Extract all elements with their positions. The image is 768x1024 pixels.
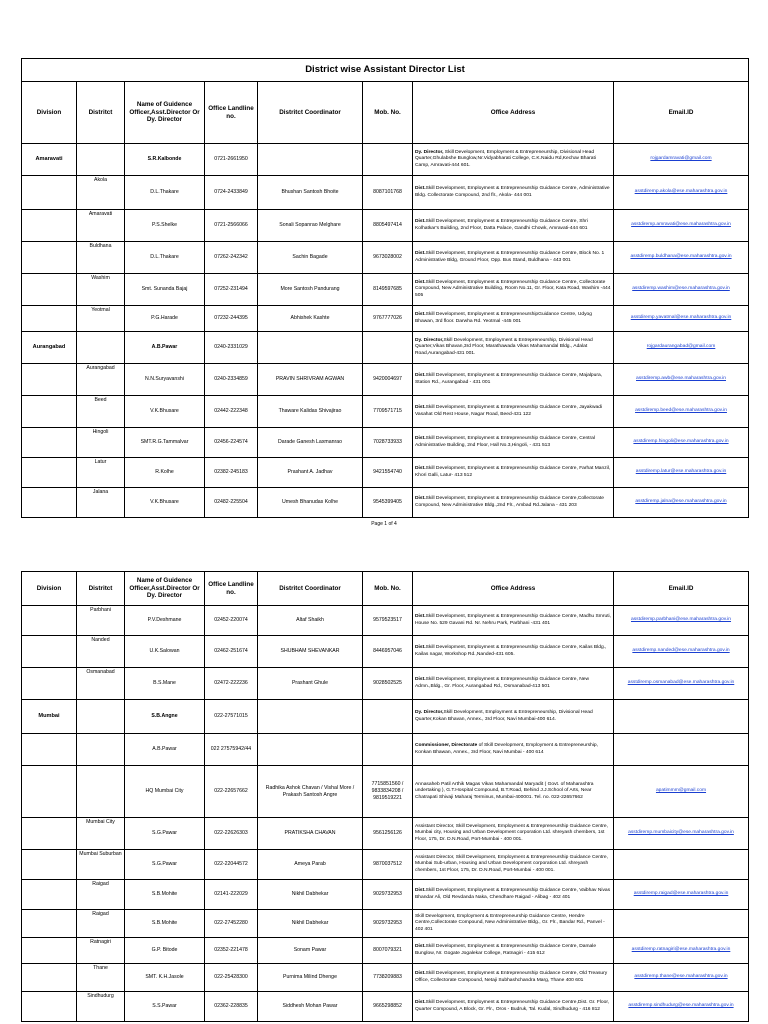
district-cell: Raigad	[77, 910, 125, 938]
coordinator-cell	[258, 734, 363, 766]
district-cell	[77, 700, 125, 734]
address-cell	[413, 488, 614, 518]
address-cell	[413, 910, 614, 938]
mobile-cell: 8805497414	[363, 210, 413, 242]
address-cell	[413, 850, 614, 880]
mobile-cell: 7715851560 / 9833834208 / 9819519221	[363, 766, 413, 818]
coordinator-cell: Siddhesh Mohan Pawar	[258, 992, 363, 1022]
address-text: Skill Development, Employment & Entrepreneurship Guidance Centre, Madhu Smruti, House No. 529 Gavani Rd. Nr. Nehru Park, Parbhani -431 401	[415, 614, 611, 626]
district-cell: Nanded	[77, 636, 125, 668]
mobile-cell: 9673028002	[363, 242, 413, 274]
address-text: Assistant Director, Skill Development, Employment & Entrepreneurship Guidance Centre, Mumbai city, Housing and Urban Development corporation Ltd. shreyash chembers, 1st Floor, 175, Dr. D.N.Road, Port-Mumbai - 400 001.	[415, 823, 608, 842]
officer-cell: V.K.Bhusare	[125, 488, 205, 518]
officer-cell: A.B.Pawar	[125, 332, 205, 364]
address-text: of Skill Development, Employment & Entrepreneurship, Konkan Bhawan, Annex., 3rd Floor, Navi Mumbai - 400 614	[415, 743, 598, 755]
coordinator-cell	[258, 332, 363, 364]
officer-cell: S.G.Pawar	[125, 850, 205, 880]
address-text: Skill Development, Employment & Entrepreneurship Guidance Centre, Block No. 1 Administrative Bldg, Ground Floor, Opp. Bus Stand, Buldhana - 443 001	[415, 251, 605, 263]
landline-cell: 0240-2331029	[205, 332, 258, 364]
table-row	[22, 274, 749, 306]
email-cell[interactable]: asstdiremp.sindhudurg@ese.maharashtra.gov.in	[614, 992, 749, 1022]
address-cell	[413, 210, 614, 242]
address-text: Skill Development, Employment & Entrepreneurship Guidance Centre, Collectorate Compound, New Administrative Building, Room No.11, Gr. Floor, Kata Road, Washim -444 505	[415, 279, 611, 298]
landline-cell: 07252-231494	[205, 274, 258, 306]
landline-cell: 0721-2566066	[205, 210, 258, 242]
table-body	[22, 606, 749, 1022]
address-cell	[413, 364, 614, 396]
header-division: Division	[22, 572, 77, 606]
email-cell[interactable]: asstdiremp.akola@ese.maharashtra.gov.in	[614, 176, 749, 210]
district-cell: Buldhana	[77, 242, 125, 274]
email-cell[interactable]: asstdiremp.thane@ese.maharashtra.gov.in	[614, 964, 749, 992]
header-email: Email.ID	[614, 572, 749, 606]
coordinator-cell: Umesh Bhanudas Kolhe	[258, 488, 363, 518]
district-cell: Akola	[77, 176, 125, 210]
district-cell	[77, 144, 125, 176]
landline-cell: 022-22044572	[205, 850, 258, 880]
officer-cell: S.G.Pawar	[125, 818, 205, 850]
district-cell: Raigad	[77, 880, 125, 910]
landline-cell: 02442-222348	[205, 396, 258, 428]
address-cell	[413, 636, 614, 668]
mobile-cell: 9767777026	[363, 306, 413, 332]
address-text: Annasaheb Patil Arthik Magas Vikas Mahamandal Maryadit ( Govt. of Maharashtra undertaking ), G.T.Hospital Compound, B.T.Road, Behind J.J.School of Arts, Near Chatrapati Shivaji Maharaj Terminus, Mumbai-400001. Tel. no. 022-22657662	[415, 781, 594, 800]
district-cell: Amaravati	[77, 210, 125, 242]
table-row	[22, 606, 749, 636]
mobile-cell: 8446957046	[363, 636, 413, 668]
district-cell	[77, 766, 125, 818]
division-cell	[22, 364, 77, 396]
mobile-cell: 7028733933	[363, 428, 413, 458]
header-district: Distritct	[77, 82, 125, 144]
table-row	[22, 992, 749, 1022]
landline-cell: 0721-2661950	[205, 144, 258, 176]
address-cell	[413, 606, 614, 636]
landline-cell: 0240-2334859	[205, 364, 258, 396]
table-row	[22, 332, 749, 364]
officer-cell: Smt. Sunanda Bajaj	[125, 274, 205, 306]
email-cell[interactable]: asstdiremp.awb@ese.maharashtra.gov.in	[614, 364, 749, 396]
address-prefix: Dy. Director,	[415, 149, 444, 155]
header-row	[22, 572, 749, 606]
division-cell: Aurangabad	[22, 332, 77, 364]
coordinator-cell: Ameya Parab	[258, 850, 363, 880]
division-cell	[22, 938, 77, 964]
address-text: Skill Development, Employment & Entrepreneurship Guidance Centre, New Admn.,Bldg., Gr. Floor, Aurangabad Rd., Osmanabad-413 501	[415, 677, 589, 689]
table-row	[22, 210, 749, 242]
district-cell: Thane	[77, 964, 125, 992]
address-prefix: Dy. Director,	[415, 337, 444, 343]
district-cell: Mumbai Suburban	[77, 850, 125, 880]
address-text: Skill Development, Employment & Entrepreneurship, Divisional Head Quarter,Ghulabshe Bunglow,Nr.Vidyabharati College, C.K.Naidu Rd,Kechav Bharati Camp, Amravati-444 601.	[415, 149, 596, 168]
division-cell	[22, 396, 77, 428]
table-row	[22, 910, 749, 938]
address-cell	[413, 428, 614, 458]
district-cell: Aurangabad	[77, 364, 125, 396]
division-cell	[22, 274, 77, 306]
division-cell: Amaravati	[22, 144, 77, 176]
coordinator-cell	[258, 144, 363, 176]
table-row	[22, 850, 749, 880]
address-text: Assistant Director, Skill Development, Employment & Entrepreneurship Guidance Centre, Mumbai Sub-urban, Housing and Urban Development corporation Ltd. shreyash chembers, 1st Floor, 175, Dr. D.N.Road, Port-Mumbai - 400 001.	[415, 854, 608, 873]
address-text: Skill Development, Employment & Entrepreneurship Guidance Centre, Jayakwadi Vasahat Old Rest House, Nagar Road, Beed-431 122	[415, 405, 603, 417]
mobile-cell: 7709571715	[363, 396, 413, 428]
division-cell	[22, 306, 77, 332]
address-text: Skill Development, Employment & Entrepreneurship Guidance Centre, Shri Kolhatkar's Building, 2nd Floor, Datta Palace, Gandhi Chowk, Amravati-444 601	[415, 219, 588, 231]
address-text: Skill Development, Employment & EntrepreneurshipGuidance Centre, Udyog Bhawan, 3rd floor. Darwha Rd. Yeotmal -445 001	[415, 312, 592, 324]
landline-cell: 02452-220074	[205, 606, 258, 636]
district-cell: Beed	[77, 396, 125, 428]
address-prefix: Commissioner, Directorate	[415, 743, 478, 749]
email-cell[interactable]: asstdiremp.washim@ese.maharashtra.gov.in	[614, 274, 749, 306]
address-cell	[413, 144, 614, 176]
mobile-cell	[363, 734, 413, 766]
district-cell: Sindhudurg	[77, 992, 125, 1022]
mobile-cell: 9870037512	[363, 850, 413, 880]
address-text: Skill Development, Employment & Entrepreneurship Guidance Centre, Damale Bunglow, Nr. Gogate Jogalekar College, Ratnagiri - 415 612	[415, 944, 597, 956]
address-prefix: Dist.	[415, 888, 426, 894]
email-cell[interactable]: asstdiremp.beed@ese.maharashtra.gov.in	[614, 396, 749, 428]
division-cell	[22, 818, 77, 850]
landline-cell: 02482-225504	[205, 488, 258, 518]
email-cell[interactable]: asstdiremp.yavatmal@ese.maharashtra.gov.in	[614, 306, 749, 332]
address-cell	[413, 396, 614, 428]
address-text: Skill Development, Employment & Entrepreneurship Guidance Centre,Dist. Gr. Floor, Quarter Compound, A Block, Gr. Flr., Oros - Budruk, Tal. Kudal, Sindhudurg - 416 812	[415, 1000, 610, 1012]
header-district: Distritct	[77, 572, 125, 606]
division-cell	[22, 880, 77, 910]
coordinator-cell: Nikhil Dabhekar	[258, 880, 363, 910]
landline-cell: 02456-224574	[205, 428, 258, 458]
address-cell	[413, 938, 614, 964]
officer-cell: N.N.Suryavanshi	[125, 364, 205, 396]
mobile-cell	[363, 144, 413, 176]
officer-cell: R.Kolhe	[125, 458, 205, 488]
header-row	[22, 82, 749, 144]
officer-cell: S.B.Mohite	[125, 880, 205, 910]
address-text: Skill Development, Employment & Entrepreneurship, Divisional Head Quarter,Kokan Bhavan, Annex., 3rd Floor, Navi Mumbai-400 614.	[415, 710, 593, 722]
coordinator-cell: Sonam Pawar	[258, 938, 363, 964]
header-coordinator: Distritct Coordinator	[258, 82, 363, 144]
coordinator-cell: Darade Ganesh Laxmanrao	[258, 428, 363, 458]
address-prefix: Dist.	[415, 944, 426, 950]
officer-cell: P.V.Deshmane	[125, 606, 205, 636]
header-officer: Name of Guidence Officer,Asst.Director Or Dy. Director	[125, 572, 205, 606]
table-row	[22, 668, 749, 700]
coordinator-cell: Altaf Shaikh	[258, 606, 363, 636]
address-cell	[413, 176, 614, 210]
table-row	[22, 636, 749, 668]
division-cell	[22, 636, 77, 668]
division-cell	[22, 428, 77, 458]
table-row	[22, 396, 749, 428]
email-cell[interactable]	[614, 700, 749, 734]
email-cell[interactable]: apatimmm@gmail.com	[614, 766, 749, 818]
mobile-cell: 9579523517	[363, 606, 413, 636]
landline-cell: 0724-2433849	[205, 176, 258, 210]
division-cell	[22, 458, 77, 488]
officer-cell: B.S.Mane	[125, 668, 205, 700]
address-prefix: Dist.	[415, 677, 426, 683]
address-text: Skill Development, Employment & Entrepreneurship Guidance Centre, Central Administrative Building, 2nd Floor, Hall No.3,Hingoli, - 431 513	[415, 436, 595, 448]
officer-cell: S.B.Mohite	[125, 910, 205, 938]
table-row	[22, 242, 749, 274]
table-row	[22, 144, 749, 176]
division-cell	[22, 176, 77, 210]
table-body	[22, 144, 749, 518]
officer-cell: S.R.Kalbonde	[125, 144, 205, 176]
document-title: District wise Assistant Director List	[22, 59, 749, 82]
email-cell[interactable]: asstdiremp.buldhana@ese.maharashtra.gov.in	[614, 242, 749, 274]
address-prefix: Dy. Director,	[415, 710, 444, 716]
address-text: Skill Development, Employment & Entrepreneurship Guidance Centre, Kailas Bldg., Kailas nagar, Workshop Rd.,Nanded-431 605.	[415, 645, 607, 657]
mobile-cell: 9029732953	[363, 880, 413, 910]
coordinator-cell: Sonali Sopanrao Melghare	[258, 210, 363, 242]
email-cell[interactable]: asstdiremp.amravati@ese.maharashtra.gov.in	[614, 210, 749, 242]
mobile-cell: 9028502525	[363, 668, 413, 700]
division-cell	[22, 488, 77, 518]
mobile-cell: 9545399405	[363, 488, 413, 518]
officer-cell: HQ Mumbai City	[125, 766, 205, 818]
email-cell[interactable]	[614, 910, 749, 938]
mobile-cell	[363, 700, 413, 734]
landline-cell: 022-25428300	[205, 964, 258, 992]
division-cell	[22, 850, 77, 880]
officer-cell: V.K.Bhusare	[125, 396, 205, 428]
coordinator-cell: Prashant A. Jadhav	[258, 458, 363, 488]
coordinator-cell: Thaware Kalidas Shivajirao	[258, 396, 363, 428]
address-cell	[413, 332, 614, 364]
landline-cell: 022-22657662	[205, 766, 258, 818]
table-row	[22, 488, 749, 518]
header-mobile: Mob. No.	[363, 82, 413, 144]
coordinator-cell: Purnima Milind Dhenge	[258, 964, 363, 992]
mobile-cell: 8087101768	[363, 176, 413, 210]
mobile-cell: 7738209883	[363, 964, 413, 992]
email-cell[interactable]: asstdiremp.latur@ese.maharashtra.gov.in	[614, 458, 749, 488]
address-cell	[413, 880, 614, 910]
email-cell[interactable]: asstdiremp.jalna@ese.maharashtra.gov.in	[614, 488, 749, 518]
email-cell[interactable]: asstdiremp.nanded@ese.maharashtra.gov.in	[614, 636, 749, 668]
address-cell	[413, 306, 614, 332]
email-cell[interactable]: rojgardaurangabad@gmail.com	[614, 332, 749, 364]
coordinator-cell: Nikhil Dabhekar	[258, 910, 363, 938]
landline-cell: 022 27575942/44	[205, 734, 258, 766]
address-text: Skill Development, Employment & Entrepreneurship Guidance Centre, Majalpura, Station Rd., Aurangabad - 431 001	[415, 373, 603, 385]
table-row	[22, 458, 749, 488]
landline-cell: 022-27571015	[205, 700, 258, 734]
division-cell	[22, 992, 77, 1022]
table-row	[22, 700, 749, 734]
table-row	[22, 880, 749, 910]
address-text: Skill Development, Employment & Entrepreneurship Guidance Centre, Farhat Manzil, Khori Galli, Latur- 413 512	[415, 466, 611, 478]
officer-cell: P.G.Harade	[125, 306, 205, 332]
table-row	[22, 818, 749, 850]
landline-cell: 022-27452280	[205, 910, 258, 938]
mobile-cell: 9561256126	[363, 818, 413, 850]
landline-cell: 02362-228835	[205, 992, 258, 1022]
division-cell	[22, 606, 77, 636]
coordinator-cell	[258, 700, 363, 734]
address-prefix: Dist.	[415, 279, 426, 285]
coordinator-cell: Radhika Ashok Chavan / Vishal More / Prakash Santosh Angre	[258, 766, 363, 818]
header-address: Office Address	[413, 572, 614, 606]
email-cell[interactable]: asstdiremp.osmanabad@ese.maharashtra.gov.in	[614, 668, 749, 700]
coordinator-cell: SHUBHAM SHEVANKAR	[258, 636, 363, 668]
table-row	[22, 306, 749, 332]
header-address: Office Address	[413, 82, 614, 144]
landline-cell: 02462-251674	[205, 636, 258, 668]
district-cell: Ratnagiri	[77, 938, 125, 964]
officer-cell: P.S.Shelke	[125, 210, 205, 242]
email-cell[interactable]: asstdiremp.ratnagiri@ese.maharashtra.gov.in	[614, 938, 749, 964]
table-row	[22, 964, 749, 992]
address-prefix: Dist.	[415, 219, 426, 225]
email-cell[interactable]: asstdiremp.raigad@ese.maharashtra.gov.in	[614, 880, 749, 910]
address-cell	[413, 274, 614, 306]
landline-cell: 022-22626303	[205, 818, 258, 850]
address-cell	[413, 734, 614, 766]
mobile-cell: 9665298852	[363, 992, 413, 1022]
division-cell	[22, 964, 77, 992]
district-cell	[77, 332, 125, 364]
address-prefix: Dist.	[415, 466, 426, 472]
mobile-cell: 9421554740	[363, 458, 413, 488]
district-cell	[77, 734, 125, 766]
assistant-director-table-page-1	[21, 58, 749, 518]
coordinator-cell: Abhishek Kashte	[258, 306, 363, 332]
district-cell: Osmanabad	[77, 668, 125, 700]
mobile-cell: 8007079321	[363, 938, 413, 964]
division-cell	[22, 910, 77, 938]
address-prefix: Dist.	[415, 645, 426, 651]
address-prefix: Dist.	[415, 312, 426, 318]
landline-cell: 02472-222236	[205, 668, 258, 700]
district-cell: Parbhani	[77, 606, 125, 636]
division-cell	[22, 242, 77, 274]
officer-cell: S.B.Angne	[125, 700, 205, 734]
address-prefix: Dist.	[415, 373, 426, 379]
address-text: Skill Development, Employment & Entrepreneurship Guidance Centre, Administrative Bldg. Collectorate Compound, 2nd flr., Akola- 444 001	[415, 186, 610, 198]
landline-cell: 02382-245183	[205, 458, 258, 488]
table-row	[22, 364, 749, 396]
address-prefix: Dist.	[415, 614, 426, 620]
address-prefix: Dist.	[415, 971, 426, 977]
page-number: Page 1 of 4	[371, 521, 397, 527]
district-cell: Hingoli	[77, 428, 125, 458]
assistant-director-table-page-2	[21, 571, 749, 1022]
address-text: Skill Development, Employment & Entrepreneurship, Divisional Head Quarter,Vikas Bhavan,3rd Floor, Marathawada Vikas Mahamandal Bldg., Adalat Road,Aurangabad-431 001.	[415, 337, 593, 356]
address-prefix: Dist.	[415, 496, 426, 502]
email-cell[interactable]: asstdiremp.hingoli@ese.maharashtra.gov.in	[614, 428, 749, 458]
header-landline: Office Landline no.	[205, 572, 258, 606]
district-cell: Jalana	[77, 488, 125, 518]
coordinator-cell: Bhushan Santosh Bhoite	[258, 176, 363, 210]
coordinator-cell: Sachin Bagade	[258, 242, 363, 274]
email-cell[interactable]	[614, 850, 749, 880]
division-cell	[22, 734, 77, 766]
address-text: Skill Development, Employment & Entrepreneurship Guidance Centre, Old Treasury Office, Collectorate Compound, Netaji Subhashchandra Marg, Thane 400 601	[415, 971, 608, 983]
address-prefix: Dist.	[415, 186, 426, 192]
coordinator-cell: Prashant Ghule	[258, 668, 363, 700]
officer-cell: SMT. K.H.Jasole	[125, 964, 205, 992]
officer-cell: D.L.Thakare	[125, 242, 205, 274]
header-officer: Name of Guidence Officer,Asst.Director Or Dy. Director	[125, 82, 205, 144]
officer-cell: G.P. Bitode	[125, 938, 205, 964]
coordinator-cell: PRATIKSHA CHAVAN	[258, 818, 363, 850]
division-cell	[22, 210, 77, 242]
table-row	[22, 734, 749, 766]
address-cell	[413, 818, 614, 850]
header-landline: Office Landline no.	[205, 82, 258, 144]
email-cell[interactable]	[614, 734, 749, 766]
address-text: Skill Development, Employment & Entrepreneurship Guidance Centre,Collectorate Compound, New Administrative Bldg.,2nd Flr., Ambad Rd.Jalana - 431 203	[415, 496, 604, 508]
address-cell	[413, 964, 614, 992]
division-cell	[22, 766, 77, 818]
email-cell[interactable]: asstdiremp.mumbaicity@ese.maharashtra.gov.in	[614, 818, 749, 850]
address-prefix: Dist.	[415, 436, 426, 442]
district-cell: Mumbai City	[77, 818, 125, 850]
mobile-cell: 8149597685	[363, 274, 413, 306]
address-prefix: Dist.	[415, 1000, 426, 1006]
table-row	[22, 176, 749, 210]
email-cell[interactable]: asstdiremp.parbhani@ese.maharashtra.gov.in	[614, 606, 749, 636]
header-division: Division	[22, 82, 77, 144]
landline-cell: 07262-242342	[205, 242, 258, 274]
district-cell: Yeotmal	[77, 306, 125, 332]
email-cell[interactable]: rojgardamravati@gmail.com	[614, 144, 749, 176]
coordinator-cell: More Santosh Pandurang	[258, 274, 363, 306]
table-row	[22, 428, 749, 458]
address-text: Skill Development, Employment & Entrepreneurship Guidance Centre, Vaibhav Nivas Bhandar Ali, Old Revdanda Naka, Chendhare Raigad - Alibag - 402 401	[415, 888, 611, 900]
header-mobile: Mob. No.	[363, 572, 413, 606]
officer-cell: U.K.Salowan	[125, 636, 205, 668]
address-cell	[413, 458, 614, 488]
address-cell	[413, 766, 614, 818]
landline-cell: 02352-221478	[205, 938, 258, 964]
coordinator-cell: PRAVIN SHRIVRAM AGWAN	[258, 364, 363, 396]
mobile-cell	[363, 332, 413, 364]
landline-cell: 07232-244395	[205, 306, 258, 332]
address-text: Skill Development, Employment & Entrepreneurship Guidance Centre, Hendre Centre,Collectorate Compound, New Administrative Bldg., Gr. Flr., Bandar Rd., Panvel - 402 401	[415, 913, 605, 932]
address-cell	[413, 668, 614, 700]
officer-cell: D.L.Thakare	[125, 176, 205, 210]
table-row	[22, 938, 749, 964]
address-prefix: Dist.	[415, 251, 426, 257]
district-cell: Washim	[77, 274, 125, 306]
header-email: Email.ID	[614, 82, 749, 144]
officer-cell: S.S.Pawar	[125, 992, 205, 1022]
division-cell	[22, 668, 77, 700]
landline-cell: 02141-222029	[205, 880, 258, 910]
officer-cell: SMT.R.G.Tammalvar	[125, 428, 205, 458]
officer-cell: A.B.Pawar	[125, 734, 205, 766]
mobile-cell: 9029732953	[363, 910, 413, 938]
table-row	[22, 766, 749, 818]
address-cell	[413, 992, 614, 1022]
address-prefix: Dist.	[415, 405, 426, 411]
mobile-cell: 9420004697	[363, 364, 413, 396]
division-cell: Mumbai	[22, 700, 77, 734]
header-coordinator: Distritct Coordinator	[258, 572, 363, 606]
district-cell: Latur	[77, 458, 125, 488]
address-cell	[413, 700, 614, 734]
address-cell	[413, 242, 614, 274]
